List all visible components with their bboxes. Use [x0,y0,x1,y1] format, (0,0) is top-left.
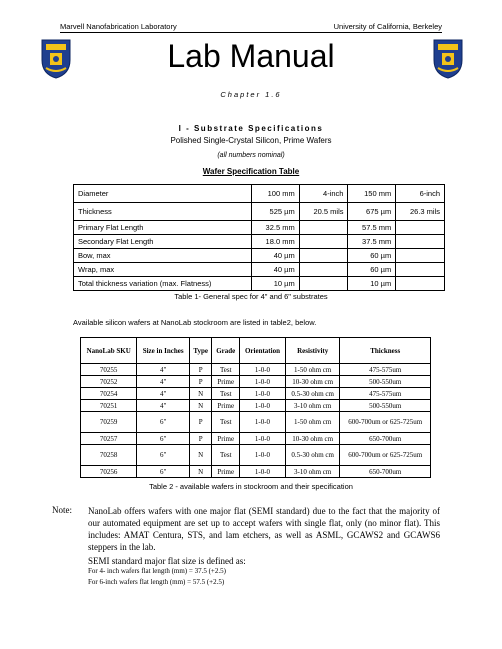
table-row [81,400,431,412]
header-university: University of California, Berkeley [333,22,442,31]
section-note: (all numbers nominal) [217,152,285,159]
column-header: Size in Inches [137,338,190,364]
table-cell: Test [212,445,240,466]
wafer-stock-table [80,337,431,478]
table-cell: Prime [212,376,240,388]
table-cell: 475-575um [340,364,431,376]
spec-value-cell: 10 µm [251,277,299,291]
table-cell: 1-50 ohm cm [285,412,340,433]
table-cell: 600-700um or 625-725um [340,445,431,466]
table-cell: Test [212,412,240,433]
table-cell: 1-0-0 [240,400,286,412]
table-cell: 600-700um or 625-725um [340,412,431,433]
table-cell: 475-575um [340,388,431,400]
availability-text: Available silicon wafers at NanoLab stockroom are listed in table2, below. [73,318,317,327]
spec-value-cell: 57.5 mm [348,221,396,235]
table-row [74,263,445,277]
table-row [81,445,431,466]
table-cell: 1-0-0 [240,412,286,433]
spec-table-heading: Wafer Specification Table [202,167,300,176]
spec-value-cell [299,263,348,277]
spec-value-cell [299,221,348,235]
table-cell: P [189,376,212,388]
spec-value-cell [396,221,445,235]
table-row [74,185,445,203]
table-cell: Test [212,388,240,400]
table-row [81,412,431,433]
spec-value-cell: 100 mm [251,185,299,203]
table-row [74,203,445,221]
spec-value-cell: 60 µm [348,263,396,277]
table-cell: 6" [137,412,190,433]
semi-standard-text: SEMI standard major flat size is defined as: [88,556,246,566]
spec-value-cell [299,249,348,263]
table-row [81,376,431,388]
table-cell: N [189,388,212,400]
table-cell: 1-50 ohm cm [285,364,340,376]
column-header: Resistivity [285,338,340,364]
table-row [74,249,445,263]
table-cell: N [189,466,212,478]
spec-value-cell: 37.5 mm [348,235,396,249]
spec-value-cell: 26.3 mils [396,203,445,221]
spec-label-cell: Thickness [74,203,252,221]
spec-value-cell: 32.5 mm [251,221,299,235]
table-cell: 1-0-0 [240,376,286,388]
table-row [81,466,431,478]
table-cell: Prime [212,466,240,478]
table-cell: N [189,445,212,466]
table-row [81,388,431,400]
page-title: Lab Manual [167,38,335,74]
table-cell: 6" [137,445,190,466]
table-cell: 6" [137,433,190,445]
spec-label-cell: Secondary Flat Length [74,235,252,249]
spec-value-cell: 4-inch [299,185,348,203]
table-cell: Prime [212,433,240,445]
table-cell: 70258 [81,445,137,466]
header-lab-name: Marvell Nanofabrication Laboratory [60,22,177,31]
spec-value-cell: 150 mm [348,185,396,203]
column-header: Type [189,338,212,364]
table-cell: 1-0-0 [240,388,286,400]
spec-value-cell: 525 µm [251,203,299,221]
table-cell: 500-550um [340,400,431,412]
header-rule [60,32,442,33]
table-cell: 70259 [81,412,137,433]
table-cell: P [189,364,212,376]
table-row [74,221,445,235]
table-cell: 1-0-0 [240,433,286,445]
table-header-row [81,338,431,364]
table-cell: 4" [137,388,190,400]
flat-length-4inch: For 4- inch wafers flat length (mm) = 37.5 (+2.5) [88,567,226,575]
table-row [81,433,431,445]
table-cell: 650-700um [340,466,431,478]
spec-value-cell: 10 µm [348,277,396,291]
table-cell: 70255 [81,364,137,376]
table-cell: 500-550um [340,376,431,388]
flat-length-6inch: For 6-inch wafers flat length (mm) = 57.5 (+2.5) [88,578,225,586]
table-cell: 70251 [81,400,137,412]
table-cell: 3-10 ohm cm [285,400,340,412]
spec-value-cell: 20.5 mils [299,203,348,221]
table-cell: 4" [137,376,190,388]
column-header: Orientation [240,338,286,364]
table-cell: 70257 [81,433,137,445]
section-subtitle: Polished Single-Crystal Silicon, Prime Wafers [170,136,332,145]
spec-value-cell: 40 µm [251,263,299,277]
column-header: Thickness [340,338,431,364]
column-header: Grade [212,338,240,364]
spec-value-cell: 675 µm [348,203,396,221]
spec-value-cell [396,235,445,249]
table-cell: 4" [137,364,190,376]
table-cell: P [189,412,212,433]
table-cell: Test [212,364,240,376]
table-cell: 0.5-30 ohm cm [285,445,340,466]
spec-value-cell: 18.0 mm [251,235,299,249]
spec-label-cell: Total thickness variation (max. Flatness) [74,277,252,291]
table-cell: 1-0-0 [240,364,286,376]
table-cell: 10-30 ohm cm [285,433,340,445]
spec-value-cell: 6-inch [396,185,445,203]
table-cell: 10-30 ohm cm [285,376,340,388]
table-cell: N [189,400,212,412]
spec-label-cell: Wrap, max [74,263,252,277]
table-cell: 1-0-0 [240,445,286,466]
spec-label-cell: Primary Flat Length [74,221,252,235]
wafer-spec-table [73,184,445,291]
spec-value-cell: 40 µm [251,249,299,263]
spec-value-cell [396,249,445,263]
table-cell: 3-10 ohm cm [285,466,340,478]
table-cell: 0.5-30 ohm cm [285,388,340,400]
table-row [81,364,431,376]
table-cell: 650-700um [340,433,431,445]
table-cell: 70252 [81,376,137,388]
spec-value-cell [396,277,445,291]
table-row [74,235,445,249]
table-cell: 4" [137,400,190,412]
section-title: I - Substrate Specifications [178,124,324,133]
note-body: NanoLab offers wafers with one major flat (SEMI standard) due to the fact that the majority of our automated equipment are set up to accept wafers with single flat, only (no minor flat). This includes: AMAT Centura, STS, and lam etchers, as well as ASML, GCAWS2 and GCAWS6 steppers in the lab. [88,506,440,552]
table-row [74,277,445,291]
spec-value-cell [299,277,348,291]
table-cell: 1-0-0 [240,466,286,478]
spec-value-cell [299,235,348,249]
spec-table-caption: Table 1- General spec for 4" and 6" substrates [174,292,328,301]
table-cell: 6" [137,466,190,478]
spec-value-cell [396,263,445,277]
spec-label-cell: Diameter [74,185,252,203]
note-label: Note: [52,505,72,515]
spec-label-cell: Bow, max [74,249,252,263]
spec-value-cell: 60 µm [348,249,396,263]
stock-table-caption: Table 2 - available wafers in stockroom and their specification [149,482,353,491]
table-cell: 70256 [81,466,137,478]
column-header: NanoLab SKU [81,338,137,364]
chapter-number: Chapter 1.6 [220,90,282,99]
table-cell: 70254 [81,388,137,400]
table-cell: P [189,433,212,445]
table-cell: Prime [212,400,240,412]
